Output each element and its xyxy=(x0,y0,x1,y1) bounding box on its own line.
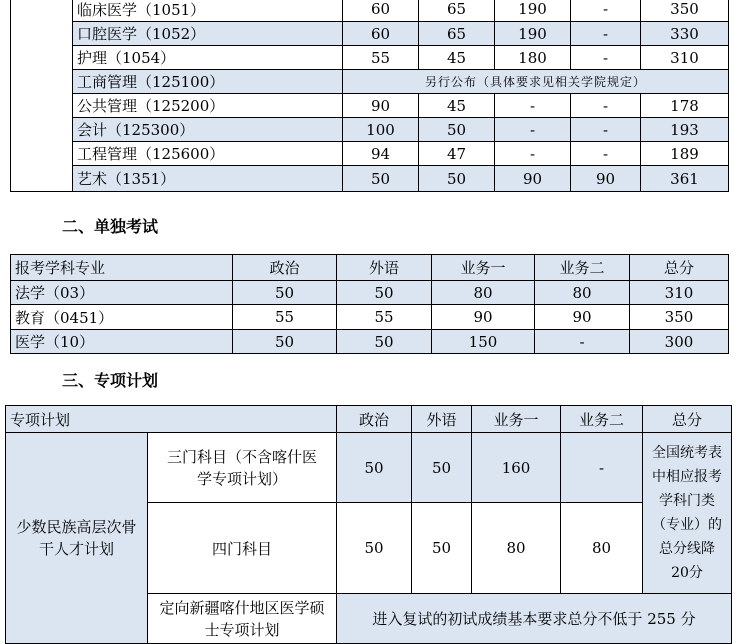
score-language: 50 xyxy=(337,281,432,305)
category-cell xyxy=(11,0,73,192)
header-politics: 政治 xyxy=(337,406,412,433)
score-total: 189 xyxy=(641,142,729,166)
score-subject1: 190 xyxy=(495,0,571,22)
score-subject1: - xyxy=(495,118,571,142)
score-subject1: 150 xyxy=(432,330,535,354)
score-total: 330 xyxy=(641,22,729,46)
score-subject2: - xyxy=(571,0,641,22)
major-name: 工程管理（125600） xyxy=(73,142,343,166)
score-language: 45 xyxy=(419,46,495,70)
major-name: 临床医学（1051） xyxy=(73,0,343,22)
header-major: 报考学科专业 xyxy=(11,255,233,281)
score-subject1: - xyxy=(495,94,571,118)
score-subject2: - xyxy=(535,330,630,354)
score-subject2: - xyxy=(571,46,641,70)
score-politics: 55 xyxy=(343,46,419,70)
score-politics: 50 xyxy=(343,166,419,192)
score-subject2: 80 xyxy=(561,503,643,594)
total-note: 全国统考表中相应报考学科门类（专业）的总分线降20分 xyxy=(643,433,732,594)
section-heading-special-plan: 三、专项计划 xyxy=(62,371,159,390)
score-total: 361 xyxy=(641,166,729,192)
score-language: 45 xyxy=(419,94,495,118)
major-name: 会计（125300） xyxy=(73,118,343,142)
header-language: 外语 xyxy=(337,255,432,281)
score-language: 65 xyxy=(419,22,495,46)
score-subject2: 80 xyxy=(535,281,630,305)
score-subject1: 180 xyxy=(495,46,571,70)
score-subject2: - xyxy=(571,94,641,118)
score-language: 50 xyxy=(419,118,495,142)
score-subject1: 90 xyxy=(495,166,571,192)
score-politics: 55 xyxy=(233,305,337,330)
header-politics: 政治 xyxy=(233,255,337,281)
score-total: 350 xyxy=(630,305,729,330)
announcement-note: 另行公布（具体要求见相关学院规定） xyxy=(343,70,729,94)
major-name: 口腔医学（1052） xyxy=(73,22,343,46)
score-total: 193 xyxy=(641,118,729,142)
header-subject2: 业务二 xyxy=(561,406,643,433)
major-name: 公共管理（125200） xyxy=(73,94,343,118)
score-language: 47 xyxy=(419,142,495,166)
score-politics: 50 xyxy=(233,330,337,354)
score-subject2: - xyxy=(571,142,641,166)
header-total: 总分 xyxy=(643,406,732,433)
header-plan: 专项计划 xyxy=(6,406,337,433)
major-name: 法学（03） xyxy=(11,281,233,305)
score-subject1: 190 xyxy=(495,22,571,46)
sub-plan-name: 定向新疆喀什地区医学硕士专项计划 xyxy=(148,594,337,644)
score-total: 178 xyxy=(641,94,729,118)
header-subject2: 业务二 xyxy=(535,255,630,281)
header-subject1: 业务一 xyxy=(432,255,535,281)
score-language: 50 xyxy=(412,503,472,594)
major-name: 医学（10） xyxy=(11,330,233,354)
score-politics: 50 xyxy=(337,503,412,594)
score-total: 310 xyxy=(641,46,729,70)
sub-plan-name: 四门科目 xyxy=(148,503,337,594)
header-total: 总分 xyxy=(630,255,729,281)
score-subject1: 160 xyxy=(472,433,561,503)
major-name: 护理（1054） xyxy=(73,46,343,70)
score-politics: 50 xyxy=(337,433,412,503)
score-subject1: 90 xyxy=(432,305,535,330)
score-politics: 100 xyxy=(343,118,419,142)
score-language: 65 xyxy=(419,0,495,22)
header-subject1: 业务一 xyxy=(472,406,561,433)
score-total: 350 xyxy=(641,0,729,22)
score-politics: 94 xyxy=(343,142,419,166)
score-politics: 50 xyxy=(233,281,337,305)
section-heading-separate-exam: 二、单独考试 xyxy=(62,217,159,236)
score-language: 50 xyxy=(419,166,495,192)
score-subject2: 90 xyxy=(535,305,630,330)
special-plan-table xyxy=(5,405,732,644)
score-subject1: 80 xyxy=(472,503,561,594)
score-politics: 90 xyxy=(343,94,419,118)
sub-plan-name: 三门科目（不含喀什医学专项计划） xyxy=(148,433,337,503)
score-language: 50 xyxy=(337,330,432,354)
requirement-note: 进入复试的初试成绩基本要求总分不低于 255 分 xyxy=(337,594,732,644)
plan-name: 少数民族高层次骨干人才计划 xyxy=(6,433,148,644)
score-total: 310 xyxy=(630,281,729,305)
score-politics: 60 xyxy=(343,22,419,46)
score-subject1: 80 xyxy=(432,281,535,305)
major-name: 教育（0451） xyxy=(11,305,233,330)
score-language: 50 xyxy=(412,433,472,503)
score-total: 300 xyxy=(630,330,729,354)
score-subject2: 90 xyxy=(571,166,641,192)
score-subject2: - xyxy=(571,118,641,142)
score-subject2: - xyxy=(561,433,643,503)
score-language: 55 xyxy=(337,305,432,330)
major-name: 工商管理（125100） xyxy=(73,70,343,94)
score-table-top xyxy=(10,0,729,192)
score-subject2: - xyxy=(571,22,641,46)
header-language: 外语 xyxy=(412,406,472,433)
separate-exam-table xyxy=(10,254,729,354)
score-subject1: - xyxy=(495,142,571,166)
major-name: 艺术（1351） xyxy=(73,166,343,192)
score-politics: 60 xyxy=(343,0,419,22)
